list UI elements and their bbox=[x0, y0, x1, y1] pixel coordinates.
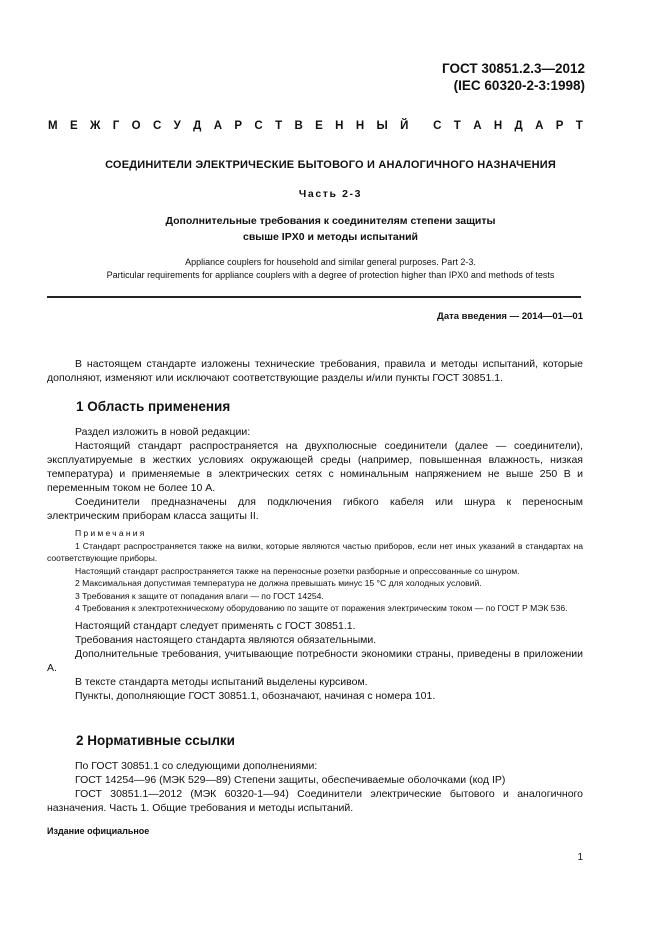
section-2-p3: ГОСТ 30851.1—2012 (МЭК 60320-1—94) Соединители электрические бытового и аналогичного назначения. Часть 1. Общие требования и методы испытаний. bbox=[47, 788, 583, 814]
banner-letter: Е bbox=[69, 120, 78, 132]
banner-letter: Н bbox=[493, 120, 503, 132]
intro-paragraph-block bbox=[47, 357, 583, 385]
banner-letter: А bbox=[473, 120, 482, 132]
banner-letter: Т bbox=[275, 120, 283, 132]
english-title-line-2: Particular requirements for appliance couplers with a degree of protection higher than IPX0 and methods of tests bbox=[106, 270, 555, 280]
banner-letter: Т bbox=[453, 120, 461, 132]
intro-paragraph: В настоящем стандарте изложены технические требования, правила и методы испытаний, которые дополняют, изменяют или исключают соответствующие разделы и/или пункты ГОСТ 30851.1. bbox=[47, 358, 583, 384]
banner-letter: Н bbox=[355, 120, 365, 132]
banner-letter: Р bbox=[555, 120, 564, 132]
english-title bbox=[40, 256, 621, 282]
section-2-p2: ГОСТ 14254—96 (МЭК 529—89) Степени защиты, обеспечиваемые оболочками (код IP) bbox=[75, 774, 506, 786]
part-number: Часть 2-3 bbox=[298, 188, 363, 200]
section-2-heading: 2 Нормативные ссылки bbox=[76, 733, 235, 748]
standard-number-block bbox=[442, 60, 585, 94]
banner-letter: Ы bbox=[376, 120, 388, 132]
banner-letter: С bbox=[433, 120, 442, 132]
banner-letter: У bbox=[173, 120, 181, 132]
note-3: 3 Требования к защите от попадания влаги — по ГОСТ 14254. bbox=[75, 590, 324, 601]
document-subtitle bbox=[60, 213, 601, 245]
english-title-line-1: Appliance couplers for household and similar general purposes. Part 2-3. bbox=[185, 257, 476, 267]
section-2-body bbox=[47, 759, 583, 815]
banner-letter: Р bbox=[234, 120, 243, 132]
banner-letter: Ж bbox=[89, 120, 101, 132]
section-1-p3: Соединители предназначены для подключения гибкого кабеля или шнура к переносным электрическим приборам класса защиты II. bbox=[47, 496, 583, 522]
section-1-p5: Требования настоящего стандарта являются обязательными. bbox=[75, 633, 377, 646]
section-1-p1: Раздел изложить в новой редакции: bbox=[75, 426, 251, 438]
banner-letter: Т bbox=[575, 120, 583, 132]
section-1-p4: Настоящий стандарт следует применять с ГОСТ 30851.1. bbox=[75, 619, 356, 632]
banner-letter: Й bbox=[400, 120, 409, 132]
title-divider bbox=[47, 296, 581, 298]
section-1-p6: Дополнительные требования, учитывающие потребности экономики страны, приведены в приложении А. bbox=[47, 647, 583, 674]
gost-number: ГОСТ 30851.2.3—2012 bbox=[442, 61, 585, 76]
section-1-p2: Настоящий стандарт распространяется на двухполюсные соединители (далее — соединители), эксплуатируемые в жестких условиях окружающей среды (например, повышенная влажность, низкая температура) и применяемые в электрических сетях с номинальным напряжением не выше 250 В и переменным током не более 10 А. bbox=[47, 440, 583, 494]
banner-letter: А bbox=[213, 120, 223, 132]
banner-letter: О bbox=[131, 120, 141, 132]
note-2: 2 Максимальная допустимая температура не должна превышать минус 15 °С для холодных условий. bbox=[75, 578, 482, 588]
section-2-p1: По ГОСТ 30851.1 со следующими дополнениями: bbox=[75, 760, 318, 772]
section-1-p8: Пункты, дополняющие ГОСТ 30851.1, обозначают, начиная с номера 101. bbox=[75, 689, 436, 702]
notes-heading: Примечания bbox=[75, 528, 147, 538]
official-edition-label: Издание официальное bbox=[47, 826, 150, 836]
document-title: СОЕДИНИТЕЛИ ЭЛЕКТРИЧЕСКИЕ БЫТОВОГО И АНАЛОГИЧНОГО НАЗНАЧЕНИЯ bbox=[105, 159, 556, 171]
introduction-date: Дата введения — 2014—01—01 bbox=[437, 311, 583, 322]
banner-letter: Н bbox=[335, 120, 344, 132]
page-number: 1 bbox=[577, 852, 583, 863]
subtitle-line-1: Дополнительные требования к соединителям степени защиты bbox=[165, 215, 496, 227]
banner-letter: С bbox=[152, 120, 162, 132]
iec-number: (IEC 60320-2-3:1998) bbox=[453, 78, 585, 93]
note-1: 1 Стандарт распространяется также на вилки, которые являются частью приборов, если нет иных указаний в стандартах на соответствующие приборы. bbox=[47, 540, 583, 563]
banner-letter: А bbox=[535, 120, 544, 132]
banner-letter: Г bbox=[112, 120, 120, 132]
interstate-standard-banner bbox=[48, 120, 583, 132]
banner-letter: В bbox=[294, 120, 303, 132]
banner-letter: М bbox=[48, 120, 58, 132]
note-1b: Настоящий стандарт распространяется также на переносные розетки разборные и опрессованные со шнуром. bbox=[75, 565, 520, 576]
note-4: 4 Требования к электротехническому оборудованию по защите от поражения электрическим током — по ГОСТ Р МЭК 536. bbox=[75, 603, 568, 613]
section-1-body bbox=[47, 425, 583, 703]
banner-letter: Д bbox=[514, 120, 523, 132]
banner-letter: Д bbox=[193, 120, 202, 132]
banner-letter: С bbox=[254, 120, 263, 132]
subtitle-line-2: свыше IPX0 и методы испытаний bbox=[243, 231, 418, 243]
section-1-heading: 1 Область применения bbox=[76, 399, 231, 414]
banner-letter: Е bbox=[315, 120, 323, 132]
section-1-p7: В тексте стандарта методы испытаний выделены курсивом. bbox=[75, 675, 368, 688]
